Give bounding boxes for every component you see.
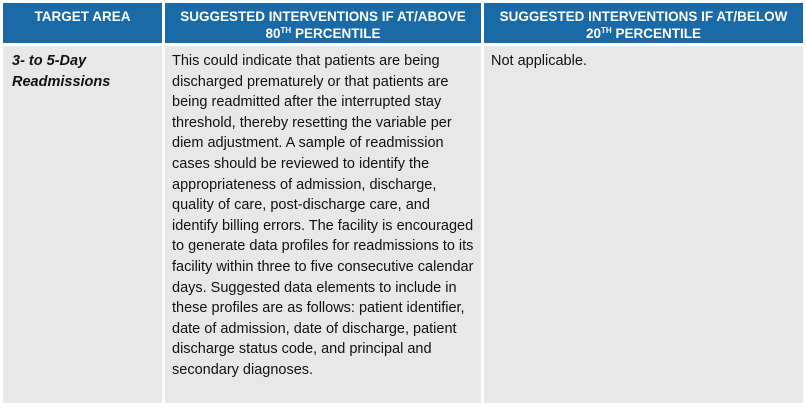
cell-target-area: [3, 46, 162, 403]
below-interventions-text: Not applicable.: [491, 53, 587, 69]
above-interventions-text: This could indicate that patients are being discharged prematurely or that patients are being readmitted after the interrupted stay threshold, thereby resetting the variable per diem adjustment. A sample of readmission cases should be reviewed to identify the appropriateness of admission, discharge, quality of care, post-discharge care, and identify billing errors. The facility is encouraged to generate data profiles for readmissions to its facility within three to five consecutive calendar days. Suggested data elements to include in these profiles are as follows: patient identifier, date of admission, date of discharge, patient discharge status code, and principal and secondary diagnoses.: [172, 53, 474, 378]
header-below-line1: SUGGESTED INTERVENTIONS IF AT/BELOW: [499, 9, 788, 24]
header-target-area-label: TARGET AREA: [34, 9, 131, 24]
cell-above-interventions: [165, 46, 481, 403]
header-target-area: [3, 3, 162, 43]
target-area-line2: Readmissions: [12, 73, 111, 90]
cell-below-interventions: [484, 46, 803, 403]
header-below-rest: PERCENTILE: [611, 26, 701, 41]
header-above-line1: SUGGESTED INTERVENTIONS IF AT/ABOVE: [180, 9, 466, 24]
header-above-sup: TH: [280, 26, 292, 35]
target-area-line1: 3- to 5-Day: [12, 53, 87, 69]
header-below-num: 20: [586, 26, 602, 41]
header-above-num: 80: [265, 26, 281, 41]
header-above-rest: PERCENTILE: [291, 26, 381, 41]
header-below-sup: TH: [601, 26, 612, 35]
interventions-table: [3, 3, 803, 403]
header-below-20th: [484, 3, 803, 43]
header-above-80th: [165, 3, 481, 43]
